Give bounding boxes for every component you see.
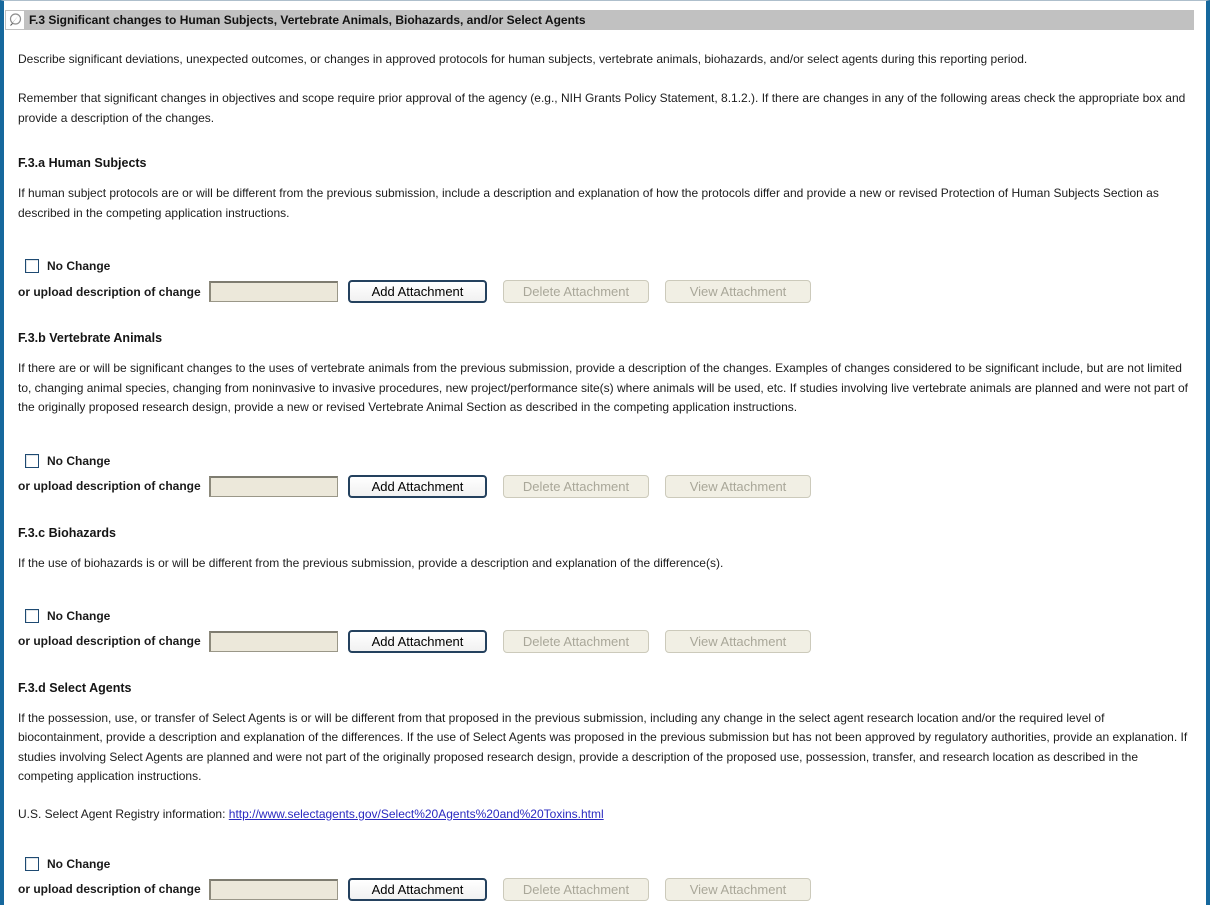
upload-row <box>18 475 1190 498</box>
no-change-checkbox[interactable] <box>25 259 39 273</box>
view-attachment-button[interactable]: View Attachment <box>665 475 811 498</box>
no-change-row <box>25 857 1190 871</box>
section-f3d-select-agents <box>18 653 1190 901</box>
attachment-file-input[interactable] <box>209 281 338 302</box>
form-content <box>4 30 1206 901</box>
add-attachment-button[interactable]: Add Attachment <box>348 280 487 303</box>
upload-row <box>18 280 1190 303</box>
no-change-label: No Change <box>47 259 111 274</box>
page-title: F.3 Significant changes to Human Subjects, Vertebrate Animals, Biohazards, and/or Select Agents <box>29 13 586 27</box>
no-change-row <box>25 259 1190 273</box>
no-change-row <box>25 454 1190 468</box>
upload-row <box>18 630 1190 653</box>
section-description: If human subject protocols are or will be different from the previous submission, include a description and explanation of how the protocols differ and provide a new or revised Protection of Human Subjects Section as described in the competing application instructions. <box>18 186 1159 220</box>
upload-description-label: or upload description of change <box>18 479 201 493</box>
section-description: If the use of biohazards is or will be different from the previous submission, provide a description and explanation of the difference(s). <box>18 555 724 570</box>
section-header-bar <box>5 10 1194 30</box>
attachment-file-input[interactable] <box>209 631 338 652</box>
section-description: If there are or will be significant changes to the uses of vertebrate animals from the previous submission, provide a description of the changes. Examples of changes considered to be significant include, but are not limited to, changing animal species, changing from noninvasive to invasive procedures, new project/performance site(s) where animals will be used, etc. If studies involving live vertebrate animals are planned and were not part of the originally proposed research design, provide a new or revised Vertebrate Animal Section as described in the competing application instructions. <box>18 361 1188 415</box>
select-agent-registry-link[interactable]: http://www.selectagents.gov/Select%20Agents%20and%20Toxins.html <box>228 806 604 821</box>
no-change-label: No Change <box>47 453 111 468</box>
attachment-file-input[interactable] <box>209 879 338 900</box>
add-attachment-button[interactable]: Add Attachment <box>348 630 487 653</box>
section-f3c-biohazards <box>18 498 1190 653</box>
no-change-row <box>25 609 1190 623</box>
view-attachment-button[interactable]: View Attachment <box>665 280 811 303</box>
delete-attachment-button[interactable]: Delete Attachment <box>503 280 649 303</box>
section-heading: F.3.c Biohazards <box>18 525 116 540</box>
section-heading: F.3.b Vertebrate Animals <box>18 331 163 346</box>
attachment-file-input[interactable] <box>209 476 338 497</box>
registry-info-line <box>18 787 1190 821</box>
upload-description-label: or upload description of change <box>18 284 201 299</box>
add-attachment-button[interactable]: Add Attachment <box>348 878 487 901</box>
view-attachment-button[interactable]: View Attachment <box>665 630 811 653</box>
no-change-label: No Change <box>47 608 111 623</box>
section-heading: F.3.a Human Subjects <box>18 156 147 171</box>
intro-paragraph-1: Describe significant deviations, unexpected outcomes, or changes in approved protocols for human subjects, vertebrate animals, biohazards, and/or select agents during this reporting period. <box>18 52 1028 66</box>
no-change-checkbox[interactable] <box>25 857 39 871</box>
edit-pencil-icon <box>6 11 24 29</box>
upload-description-label: or upload description of change <box>18 882 201 897</box>
upload-description-label: or upload description of change <box>18 634 201 649</box>
section-f3a-human-subjects <box>18 128 1190 303</box>
section-f3b-vertebrate-animals <box>18 303 1190 497</box>
section-heading: F.3.d Select Agents <box>18 680 132 695</box>
no-change-checkbox[interactable] <box>25 609 39 623</box>
view-attachment-button[interactable]: View Attachment <box>665 878 811 901</box>
no-change-label: No Change <box>47 856 111 871</box>
section-description: If the possession, use, or transfer of Select Agents is or will be different from that proposed in the previous submission, including any change in the select agent research location and/or the required level of biocontainment, provide a description and explanation of the differences. If the use of Select Agents was proposed in the previous submission but has not been approved by regulatory authorities, provide an explanation. If studies involving Select Agents are planned and were not part of the originally proposed research design, provide a description of the proposed use, possession, transfer, and research location as described in the competing application instructions. <box>18 710 1188 784</box>
delete-attachment-button[interactable]: Delete Attachment <box>503 630 649 653</box>
add-attachment-button[interactable]: Add Attachment <box>348 475 487 498</box>
delete-attachment-button[interactable]: Delete Attachment <box>503 878 649 901</box>
upload-row <box>18 878 1190 901</box>
intro-paragraph-2: Remember that significant changes in objectives and scope require prior approval of the agency (e.g., NIH Grants Policy Statement, 8.1.2.). If there are changes in any of the following areas check the appropriate box and provide a description of the changes. <box>18 91 1186 125</box>
no-change-checkbox[interactable] <box>25 454 39 468</box>
delete-attachment-button[interactable]: Delete Attachment <box>503 475 649 498</box>
registry-info-label: U.S. Select Agent Registry information: <box>18 806 226 821</box>
